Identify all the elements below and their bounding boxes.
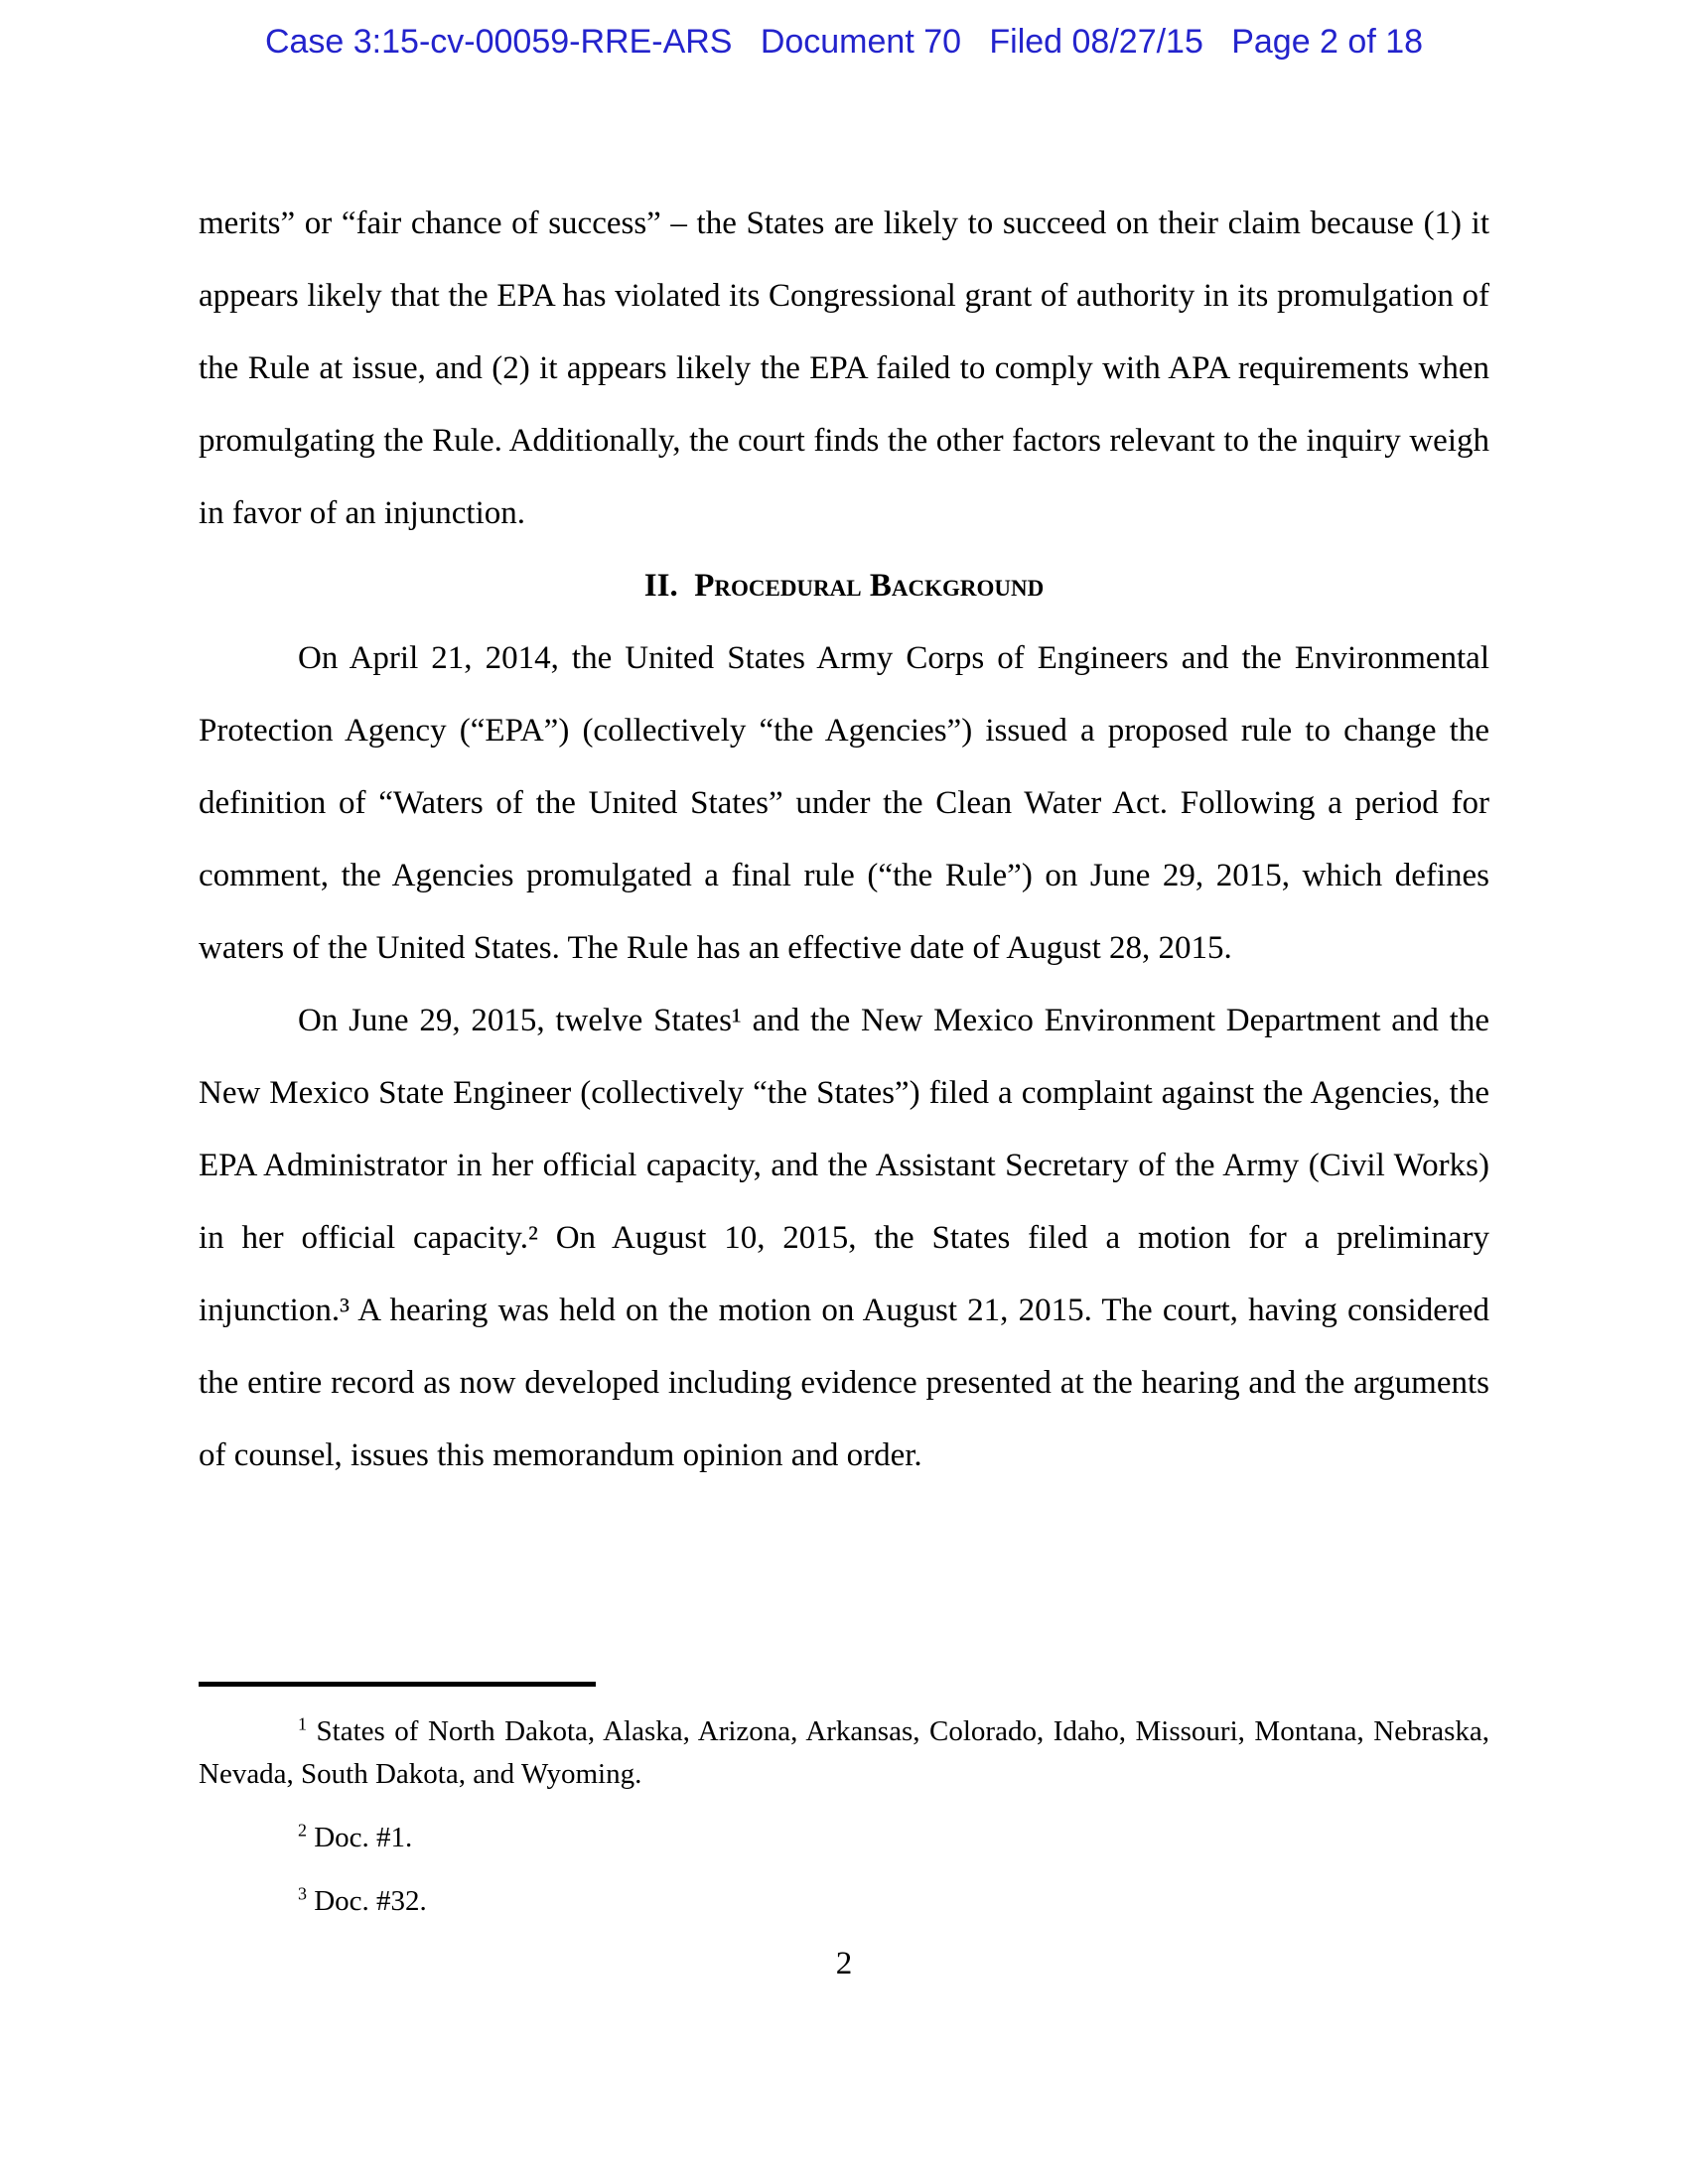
footnote-marker: 3	[298, 1883, 307, 1904]
ecf-header-stamp: Case 3:15-cv-00059-RRE-ARS Document 70 Filed 08/27/15 Page 2 of 18	[264, 23, 1424, 61]
footnote-area	[199, 1682, 1489, 1944]
footnote	[199, 1880, 1489, 1923]
footnote	[199, 1710, 1489, 1796]
document-body	[199, 188, 1489, 1492]
footnote	[199, 1817, 1489, 1859]
footnote-text: Doc. #1.	[314, 1822, 413, 1853]
footnote-marker: 1	[298, 1713, 307, 1734]
footnote-text: States of North Dakota, Alaska, Arizona, Arkansas, Colorado, Idaho, Missouri, Montana, Nebraska, Nevada, South Dakota, and Wyoming.	[199, 1715, 1490, 1790]
footnote-marker: 2	[298, 1820, 307, 1841]
body-paragraph: On June 29, 2015, twelve States¹ and the New Mexico Environment Department and the New Mexico State Engineer (collectively “the States”) filed a complaint against the Agencies, the EPA Administrator in her official capacity, and the Assistant Secretary of the Army (Civil Works) in her official capacity.² On August 10, 2015, the States filed a motion for a preliminary injunction.³ A hearing was held on the motion on August 21, 2015. The court, having considered the entire record as now developed including evidence presented at the hearing and the arguments of counsel, issues this memorandum opinion and order.	[199, 1002, 1489, 1473]
footnote-text: Doc. #32.	[314, 1885, 427, 1917]
section-heading-procedural-background: II. Procedural Background	[643, 567, 1045, 604]
footnote-separator-rule	[199, 1682, 596, 1687]
footnotes-list	[199, 1710, 1489, 1923]
page-number: 2	[835, 1946, 853, 1981]
body-paragraph-continuation: merits” or “fair chance of success” – the States are likely to succeed on their claim because (1) it appears likely that the EPA has violated its Congressional grant of authority in its promulgation of the Rule at issue, and (2) it appears likely the EPA failed to comply with APA requirements when promulgating the Rule. Additionally, the court finds the other factors relevant to the inquiry weigh in favor of an injunction.	[199, 205, 1489, 531]
body-paragraph: On April 21, 2014, the United States Army Corps of Engineers and the Environmental Protection Agency (“EPA”) (collectively “the Agencies”) issued a proposed rule to change the definition of “Waters of the United States” under the Clean Water Act. Following a period for comment, the Agencies promulgated a final rule (“the Rule”) on June 29, 2015, which defines waters of the United States. The Rule has an effective date of August 28, 2015.	[199, 639, 1489, 966]
